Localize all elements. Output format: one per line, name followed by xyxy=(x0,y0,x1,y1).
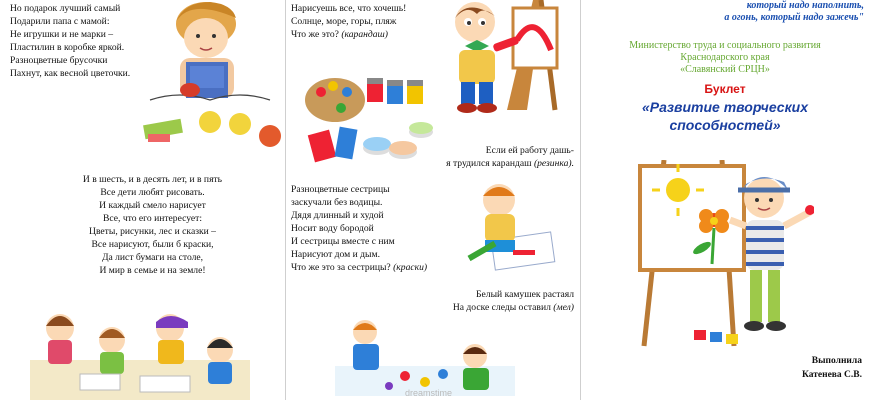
booklet-title-line: «Развитие творческих xyxy=(641,99,809,115)
riddle-line: И сестрицы вместе с ним xyxy=(291,236,395,247)
ministry-heading xyxy=(600,40,850,76)
epigraph-line: а огонь, который надо зажечь" xyxy=(724,12,864,23)
riddle-answer: (карандаш) xyxy=(341,29,388,40)
riddle-pencil xyxy=(291,2,406,41)
poem-line: Но подарок лучший самый xyxy=(10,3,121,14)
poem-plasticine xyxy=(10,2,130,80)
riddle-line: Белый камушек растаял xyxy=(476,289,574,300)
child-easel-flowers-illustration xyxy=(634,160,814,350)
riddle-line: Носит воду бородой xyxy=(291,223,374,234)
poem-line: И мир в семье и на земле! xyxy=(99,265,206,276)
panel-middle xyxy=(285,0,580,400)
poem-line: Не игрушки и не марки – xyxy=(10,29,114,40)
poem-line: Все дети любят рисовать. xyxy=(100,187,205,198)
poem-line: Разноцветные брусочки xyxy=(10,55,108,66)
riddle-line: заскучали без водицы. xyxy=(291,197,383,208)
watermark-text: dreamstime xyxy=(405,388,453,398)
poem-drawing xyxy=(50,173,255,277)
riddle-paints xyxy=(291,183,427,274)
riddle-line-text: На доске следы оставил xyxy=(452,302,551,313)
riddle-line: Дядя длинный и худой xyxy=(291,210,384,221)
riddle-line: Солнце, море, горы, пляж xyxy=(291,16,397,27)
paints-palette-illustration xyxy=(301,62,441,170)
riddle-answer: (краски) xyxy=(393,262,428,273)
riddle-question-text: Что же это за сестрицы? xyxy=(291,262,391,273)
poem-line: Все нарисуют, были б краски, xyxy=(91,239,214,250)
riddle-line: Разноцветные сестрицы xyxy=(291,184,390,195)
riddle-question xyxy=(291,28,406,41)
riddle-eraser xyxy=(446,144,574,170)
author-label: Выполнила xyxy=(811,356,862,366)
author-name: Катенева С.В. xyxy=(801,370,862,380)
riddle-question-text: Что же это? xyxy=(291,29,339,40)
riddle-line: Нарисуют дом и дым. xyxy=(291,249,380,260)
riddle-line-text: я трудился карандаш xyxy=(446,158,532,169)
booklet-title-line: способностей» xyxy=(669,117,781,133)
fold-line xyxy=(580,0,581,400)
riddle-chalk xyxy=(453,288,574,314)
poem-line: Цветы, рисунки, лес и сказки – xyxy=(89,226,216,237)
booklet-label: Буклет xyxy=(704,82,746,96)
epigraph-line: который надо наполнить, xyxy=(746,0,864,11)
author-block xyxy=(802,354,862,382)
riddle-answer: (мел) xyxy=(553,302,574,313)
poem-line: Пластилин в коробке яркой. xyxy=(10,42,125,53)
boy-painting-illustration xyxy=(437,0,577,118)
poem-line: Пахнут, как весной цветочки. xyxy=(10,68,131,79)
poem-line: Да лист бумаги на столе, xyxy=(101,252,204,263)
boy-plasticine-illustration xyxy=(140,0,282,150)
riddle-line xyxy=(446,157,574,170)
children-drawing-illustration xyxy=(20,300,260,400)
poem-line: И в шесть, и в десять лет, и в пять xyxy=(82,174,223,185)
booklet-title xyxy=(600,98,850,134)
ministry-line: Краснодарского края xyxy=(680,52,770,63)
riddle-line xyxy=(453,301,574,314)
riddle-line: Если ей работу дашь- xyxy=(485,145,574,156)
epigraph-quote xyxy=(724,0,864,24)
poem-line: И каждый смело нарисует xyxy=(99,200,206,211)
child-drawing-illustration xyxy=(463,176,559,272)
riddle-answer: (резинка). xyxy=(533,158,574,169)
ministry-line: «Славянский СРЦН» xyxy=(680,64,770,75)
poem-line: Все, что его интересует: xyxy=(103,213,202,224)
riddle-question xyxy=(291,261,427,274)
panel-left xyxy=(0,0,285,400)
riddle-line: Нарисуешь все, что хочешь! xyxy=(291,3,407,14)
poem-line: Подарили папа с мамой: xyxy=(10,16,110,27)
ministry-line: Министерство труда и социального развития xyxy=(629,40,821,51)
children-painting-floor-illustration xyxy=(325,316,525,400)
